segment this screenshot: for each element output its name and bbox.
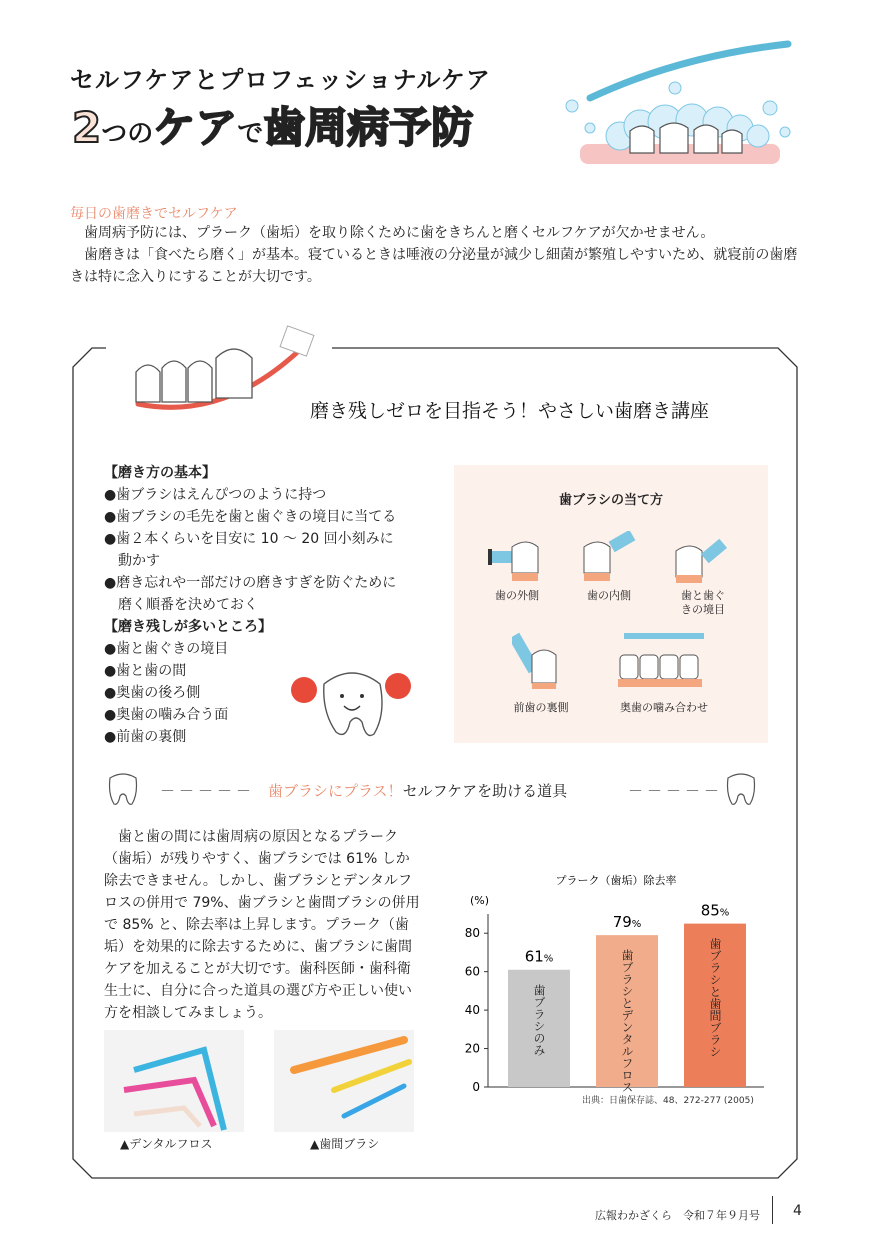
heading-dashes-left: －－－－－ (160, 782, 256, 800)
teeth-toothbrush-illustration (128, 322, 328, 418)
page-title-line2 (72, 95, 473, 155)
tools-heading (268, 780, 567, 801)
tools-heading-rest: セルフケアを助ける道具 (402, 782, 568, 800)
y-tick-label: 20 (464, 1041, 480, 1056)
list-item: ●歯と歯ぐきの境目 (104, 641, 229, 657)
tooth-character-icon (724, 772, 764, 806)
tooth-outer-side-icon (484, 537, 544, 587)
list-item: ●歯２本くらいを目安に 10 ～ 20 回小刻みに (104, 531, 394, 547)
title-de: で (237, 119, 264, 149)
list-item-continued: 動かす (118, 553, 160, 569)
bar-category-label: 歯ブラシのみ (532, 983, 546, 1056)
guide-label-front-back: 前歯の裏側 (513, 701, 569, 714)
interdental-brush-photo (274, 1030, 414, 1132)
dental-floss-photo (104, 1030, 244, 1132)
list-item-continued: 磨く順番を決めておく (118, 597, 258, 613)
chart-source: 出典：日歯保存誌、48、272-277 (2005) (582, 1096, 754, 1106)
guide-title: 歯ブラシの当て方 (558, 493, 663, 508)
guide-label-molar-bite: 奥歯の噛み合わせ (620, 701, 708, 714)
chart-y-label: (%) (470, 894, 490, 907)
list-item: ●奥歯の後ろ側 (104, 685, 201, 701)
intro-paragraph-2: 歯磨きは「食べたら磨く」が基本。寝ているときは唾液の分泌量が減少し細菌が繁殖しやすいため、就寝前の歯磨きは特に念入りにすることが大切です。 (70, 247, 798, 285)
tools-body-text: 歯と歯の間には歯周病の原因となるプラーク（歯垢）が残りやすく、歯ブラシでは 61% しか除去できません。しかし、歯ブラシとデンタルフロスの併用で 79%、歯ブラシと歯間ブラシの併用で 85% と、除去率は上昇します。プラーク（歯垢）を効果的に除去するために、歯ブラシに歯間ケアを加えることが大切です。歯科医師・歯科衛生士に、自分に合った道具の選び方や正しい使い方を相談してみましょう。 (104, 829, 420, 1021)
section-label-selfcare: 毎日の歯磨きでセルフケア (70, 206, 238, 222)
bar-value-label: 61% (524, 947, 554, 966)
title-tsu: つの (101, 119, 154, 149)
caption-interdental-brush: ▲歯間ブラシ (310, 1137, 380, 1151)
list-item: ●奥歯の噛み合う面 (104, 707, 229, 723)
molar-bite-icon (614, 629, 714, 693)
publication-name: 広報わかざくら 令和７年９月号 (595, 1209, 760, 1222)
tooth-gumline-icon (672, 537, 732, 587)
toothbrush-teeth-illustration (560, 36, 800, 166)
caption-dental-floss: ▲デンタルフロス (120, 1137, 213, 1151)
plaque-removal-chart (446, 866, 776, 1096)
y-tick-label: 60 (464, 964, 480, 979)
basics-heading: 【磨き方の基本】 (104, 465, 216, 481)
guide-label-outer: 歯の外側 (495, 589, 539, 602)
cheering-tooth-icon (286, 664, 416, 740)
list-item: ●歯と歯の間 (104, 663, 187, 679)
title-care: ケア (153, 103, 238, 152)
guide-label-gumline-2: きの境目 (681, 603, 725, 616)
page-title-line1: セルフケアとプロフェッショナルケア (70, 66, 491, 94)
title-number: 2 (72, 103, 102, 152)
chart-title: プラーク（歯垢）除去率 (555, 874, 677, 887)
guide-label-gumline-1: 歯と歯ぐ (681, 589, 725, 602)
y-tick-label: 0 (472, 1080, 480, 1094)
title-disease: 歯周病予防 (263, 103, 474, 152)
footer-divider (772, 1196, 773, 1224)
list-item: ●歯ブラシの毛先を歯と歯ぐきの境目に当てる (104, 509, 397, 525)
bar-value-label: 79% (612, 913, 642, 932)
bar-value-label: 85% (700, 901, 730, 920)
intro-text (70, 222, 800, 288)
guide-label-gumline (668, 589, 738, 617)
y-tick-label: 80 (464, 926, 480, 941)
brushing-guide-panel (454, 465, 768, 743)
guide-label-inner: 歯の内側 (587, 589, 631, 602)
lecture-title: 磨き残しゼロを目指そう！やさしい歯磨き講座 (310, 400, 710, 422)
spots-heading: 【磨き残しが多いところ】 (104, 619, 272, 635)
front-teeth-back-icon (512, 629, 572, 693)
tooth-character-icon (106, 772, 140, 806)
tooth-inner-side-icon (580, 531, 640, 587)
y-tick-label: 40 (464, 1003, 480, 1018)
list-item: ●磨き忘れや一部だけの磨きすぎを防ぐために (104, 575, 397, 591)
heading-dashes-right: －－－－－ (628, 782, 724, 800)
intro-paragraph-1: 歯周病予防には、プラーク（歯垢）を取り除くために歯をきちんと磨くセルフケアが欠かせません。 (84, 225, 715, 241)
bar-category-label: 歯ブラシとデンタルフロス (620, 949, 634, 1094)
bar-category-label: 歯ブラシと歯間ブラシ (708, 937, 722, 1058)
list-item: ●前歯の裏側 (104, 729, 187, 745)
page-number: 4 (793, 1203, 802, 1219)
list-item: ●歯ブラシはえんぴつのように持つ (104, 487, 327, 503)
tools-heading-accent: 歯ブラシにプラス！ (268, 782, 403, 800)
